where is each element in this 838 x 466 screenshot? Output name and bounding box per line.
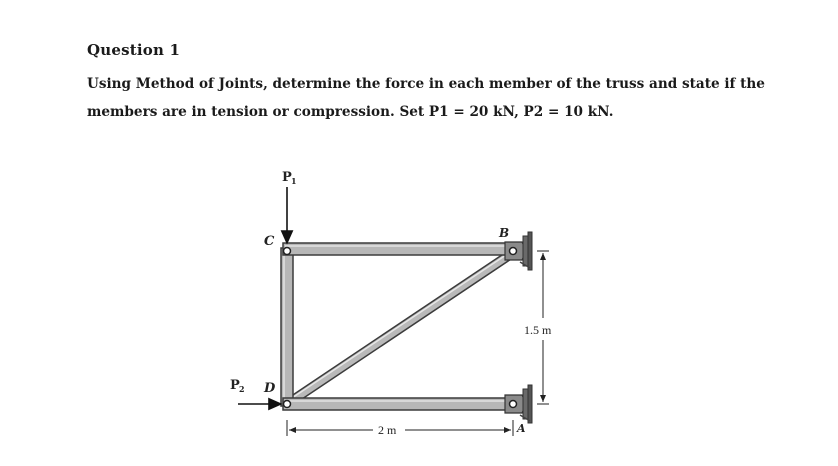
member-cb xyxy=(283,243,516,255)
question-heading: Question 1 xyxy=(87,41,181,59)
question-line-1: Using Method of Joints, determine the force in each member of the truss and state if the xyxy=(87,76,765,92)
label-p1: P xyxy=(282,170,292,185)
question-line-2: members are in tension or compression. Set P1 = 20 kN, P2 = 10 kN. xyxy=(87,104,614,120)
member-cd xyxy=(281,248,293,406)
dimension-width-label: 2 m xyxy=(378,423,397,437)
joint-d xyxy=(284,401,291,408)
label-joint-c: C xyxy=(264,234,275,249)
label-joint-a: A xyxy=(517,422,526,435)
dimension-width xyxy=(287,420,513,436)
label-p2: P xyxy=(230,378,240,393)
member-da xyxy=(283,398,516,410)
label-p1-sub: 1 xyxy=(291,176,297,186)
member-db xyxy=(287,251,514,404)
support-a xyxy=(505,385,532,423)
dimension-height-label: 1.5 m xyxy=(524,323,552,337)
label-joint-d: D xyxy=(264,381,276,396)
joint-c xyxy=(284,248,291,255)
label-p2-sub: 2 xyxy=(239,384,245,394)
label-joint-b: B xyxy=(499,226,510,240)
